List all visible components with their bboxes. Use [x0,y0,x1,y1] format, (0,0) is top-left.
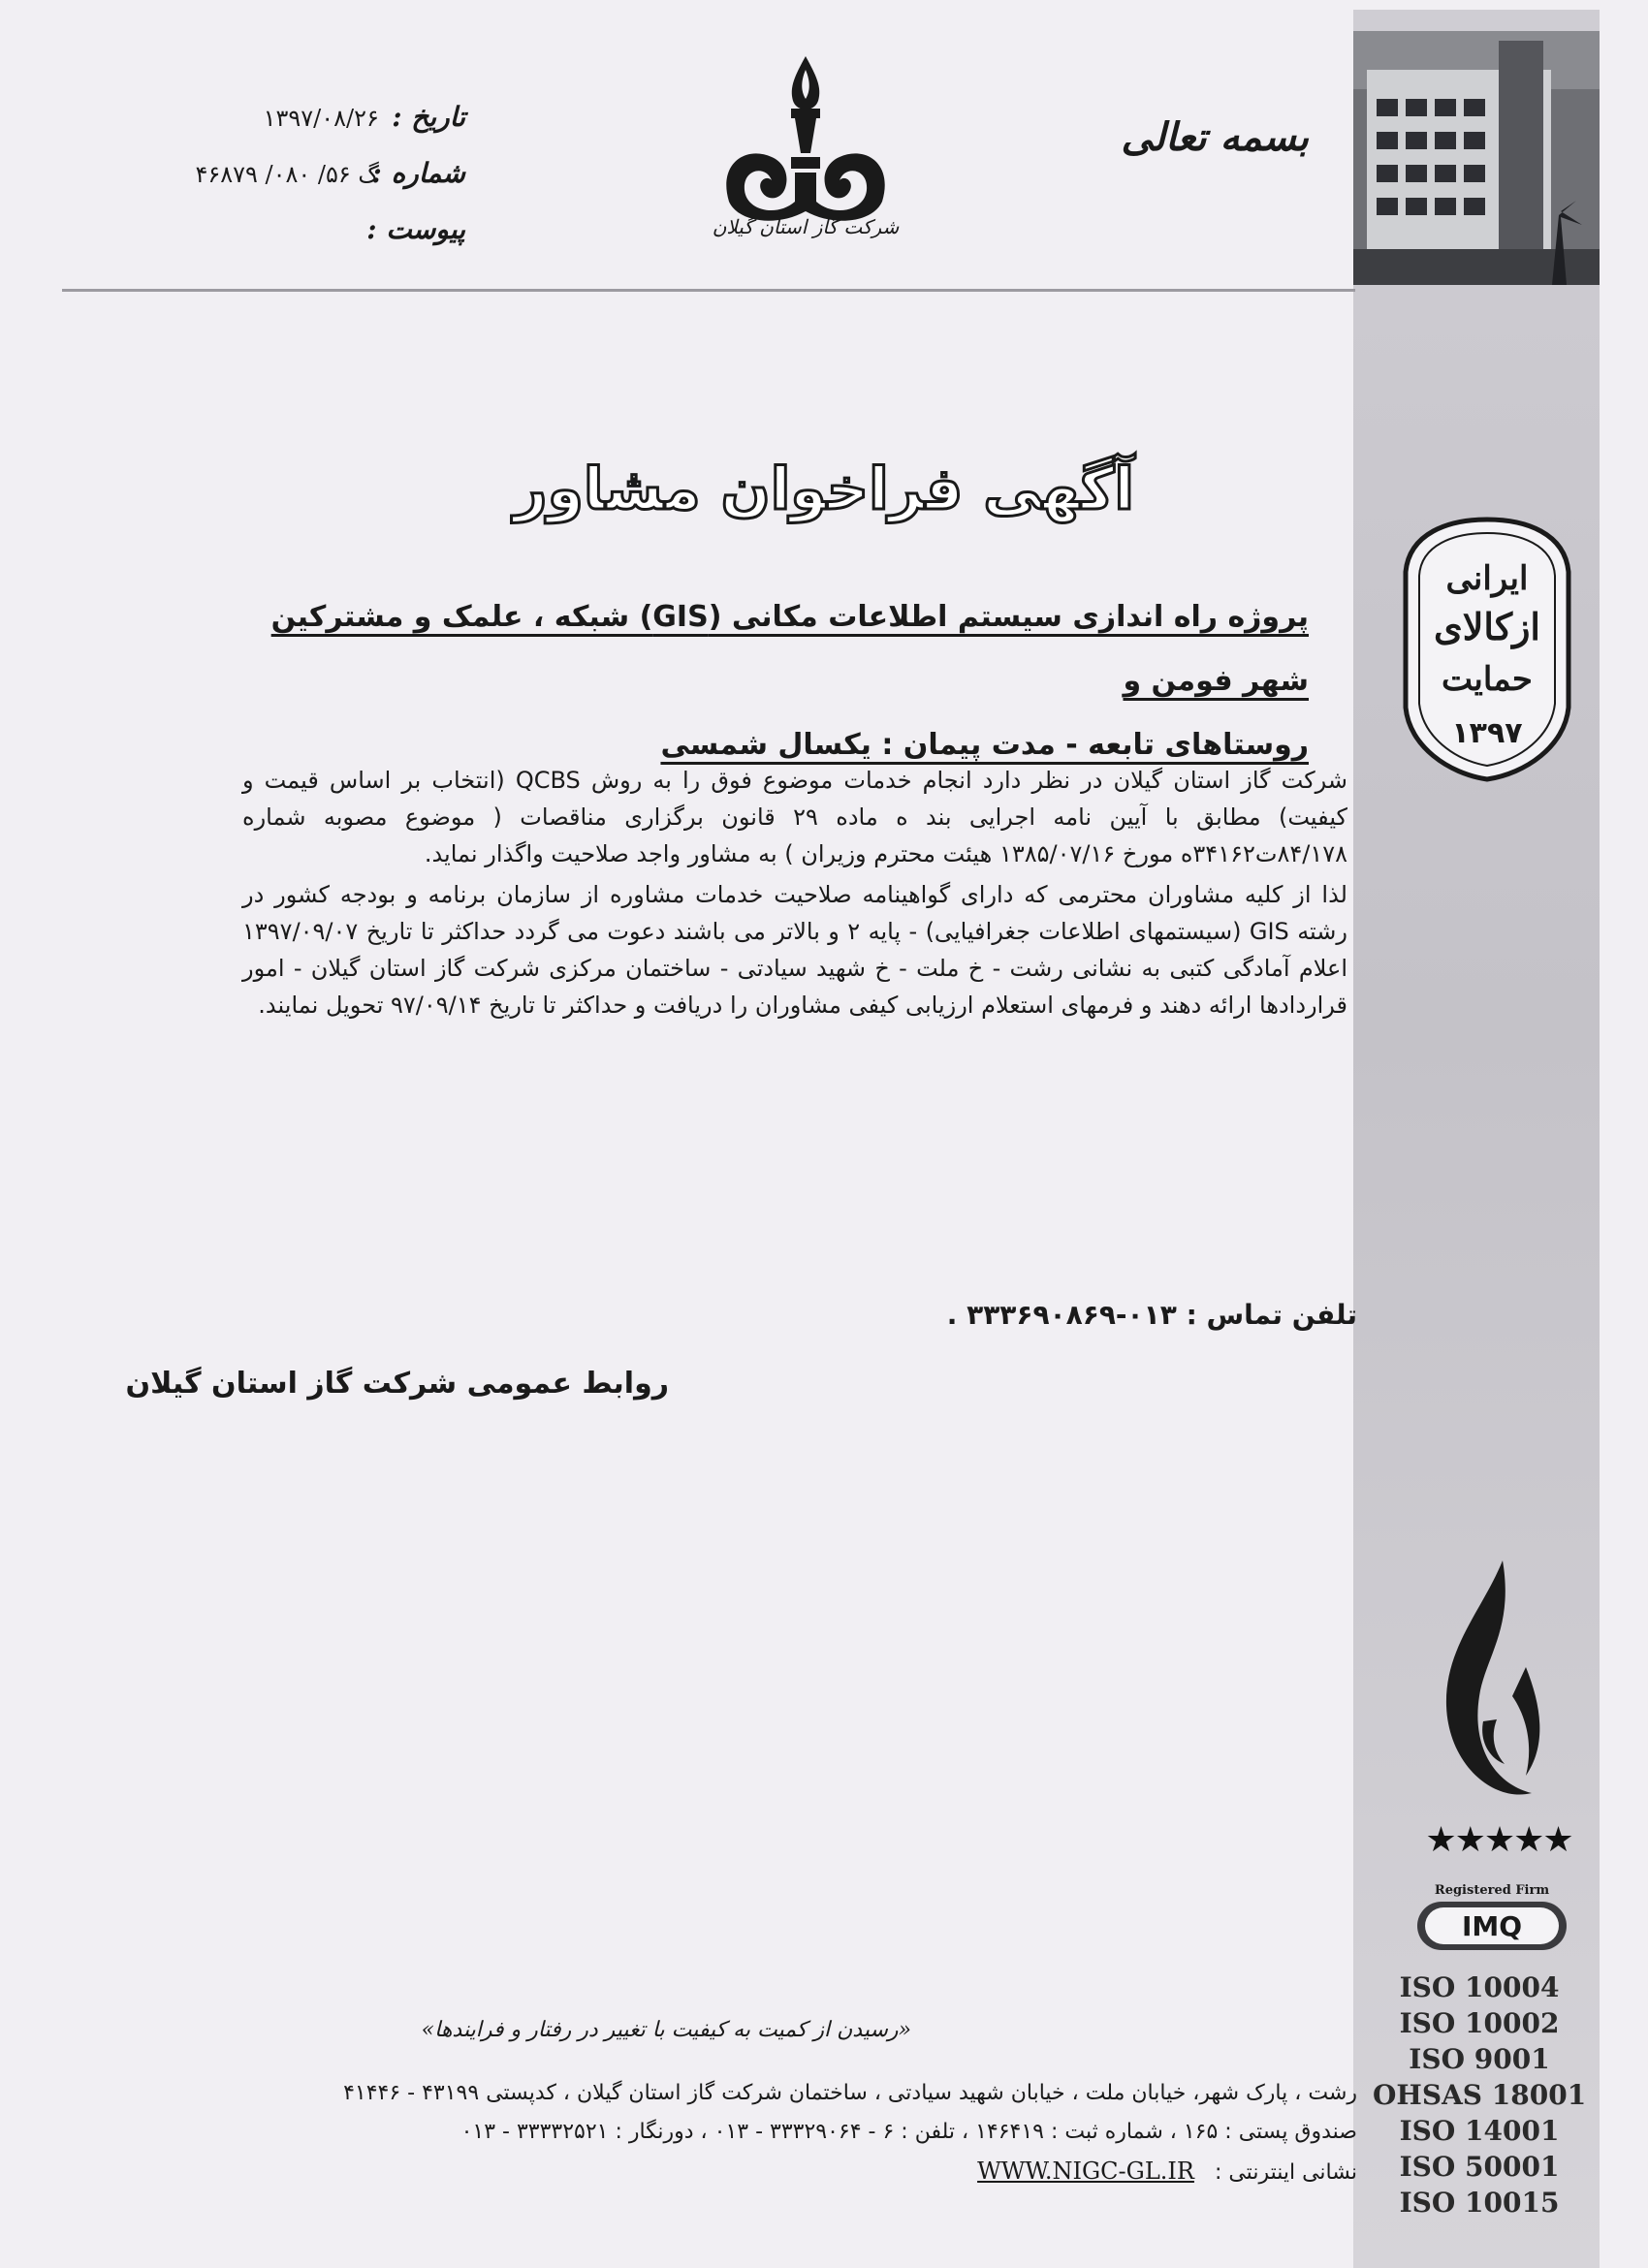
body-paragraph-1: شرکت گاز استان گیلان در نظر دارد انجام خدمات موضوع فوق را به روش QCBS (انتخاب بر اساس قیمت و کیفیت) مطابق با آیین نامه اجرایی بند ه ماده ۲۹ قانون برگزاری مناقصات ( موضوع مصوبه شماره ۸۴/۱۷۸ت۳۴۱۶۲ه مورخ ۱۳۸۵/۰۷/۱۶ هیئت محترم وزیران ) به مشاور واجد صلاحیت واگذار نماید. [242,767,1347,867]
iso-cert-item: ISO 50001 [1399,2151,1560,2183]
notice-body [242,762,1347,1024]
iso-cert-item: OHSAS 18001 [1373,2079,1587,2111]
iso-certification-list [1373,1969,1586,2221]
letter-footer [136,2074,1357,2192]
subject-line-2: روستاهای تابعه - مدت پیمان : یکسال شمسی [660,728,1309,762]
letterhead-sidebar [1353,10,1600,2268]
date-value: ۱۳۹۷/۰۸/۲۶ [263,105,379,132]
notice-title: آگهی فراخوان مشاور [514,456,1134,523]
meta-row-attachment [223,202,465,258]
subject-line-1: پروژه راه اندازی سیستم اطلاعات مکانی (GIS) شبکه ، علمک و مشترکین شهر فومن و [270,600,1309,698]
footer-address: رشت ، پارک شهر، خیابان ملت ، خیابان شهید سیادتی ، ساختمان شرکت گاز استان گیلان ، کدپستی ۴۳۱۹۹ - ۴۱۴۴۶ [343,2081,1357,2105]
iso-cert-item: ISO 14001 [1399,2115,1560,2147]
date-label: تاریخ : [392,101,465,133]
imq-registered-badge [1410,1880,1574,1958]
attachment-label: پیوست : [366,213,465,245]
imq-name: IMQ [1461,1910,1523,1942]
seal-year: ۱۳۹۷ [1451,716,1523,750]
seal-middle-text: ازکالای [1434,605,1540,648]
bismillah-heading: بسمه تعالی [1121,114,1309,160]
body-paragraph-2: لذا از کلیه مشاوران محترمی که دارای گواهینامه صلاحیت خدمات مشاوره از سازمان برنامه و بودجه کشور در رشته GIS (سیستمهای اطلاعات جغرافیایی) - پایه ۲ و بالاتر می باشند دعوت می گردد حداکثر تا تاریخ ۱۳۹۷/۰۹/۰۷ اعلام آمادگی کتبی به نشانی رشت - خ ملت - خ شهید سیادتی - ساختمان مرکزی شرکت گاز استان گیلان - امور قراردادها ارائه دهند و فرمهای استعلام ارزیابی کیفی مشاوران را دریافت و حداکثر تا تاریخ ۹۷/۰۹/۱۴ تحویل نمایند. [242,881,1347,1019]
number-value: گ ۵۶/ ۰۸۰/ ۴۶۸۷۹ [195,161,379,188]
five-star-rating: ★★★★★ [1425,1820,1572,1860]
number-label: شماره : [371,157,465,189]
seal-top-text: ایرانی [1445,559,1529,598]
website-label: نشانی اینترنتی : [1214,2160,1357,2185]
meta-row-date [223,89,465,145]
imq-registered-text: Registered Firm [1434,1883,1550,1898]
iso-cert-item: ISO 10002 [1399,2007,1560,2039]
header-divider [62,289,1355,292]
letter-meta [195,89,465,258]
iranian-goods-seal [1400,514,1574,785]
headquarters-photo [1353,31,1600,285]
footer-website-row [136,2152,1357,2192]
flame-drop-logo [1425,1551,1561,1842]
company-slogan: «رسیدن از کمیت به کیفیت با تغییر در رفتار و فرایندها» [421,2018,911,2042]
iso-cert-item: ISO 10015 [1399,2187,1560,2219]
iso-cert-item: ISO 9001 [1409,2043,1550,2075]
iso-cert-item: ISO 10004 [1399,1971,1560,2003]
seal-bottom-text: حمایت [1442,660,1533,699]
meta-row-number [195,145,465,202]
logo-caption: شرکت گاز استان گیلان [712,215,900,238]
footer-contact: صندوق پستی : ۱۶۵ ، شماره ثبت : ۱۴۶۴۱۹ ، تلفن : ۶ - ۳۳۳۲۹۰۶۴ - ۰۱۳ ، دورنگار : ۳۳۳۳۲۵۲۱ - ۰۱۳ [460,2120,1357,2144]
contact-phone: تلفن تماس : ۰۱۳-۳۳۳۶۹۰۸۶۹ . [946,1299,1357,1331]
project-subject [262,585,1309,777]
website-link[interactable]: WWW.NIGC-GL.IR [977,2158,1194,2185]
signature-public-relations: روابط عمومی شرکت گاز استان گیلان [125,1367,669,1401]
